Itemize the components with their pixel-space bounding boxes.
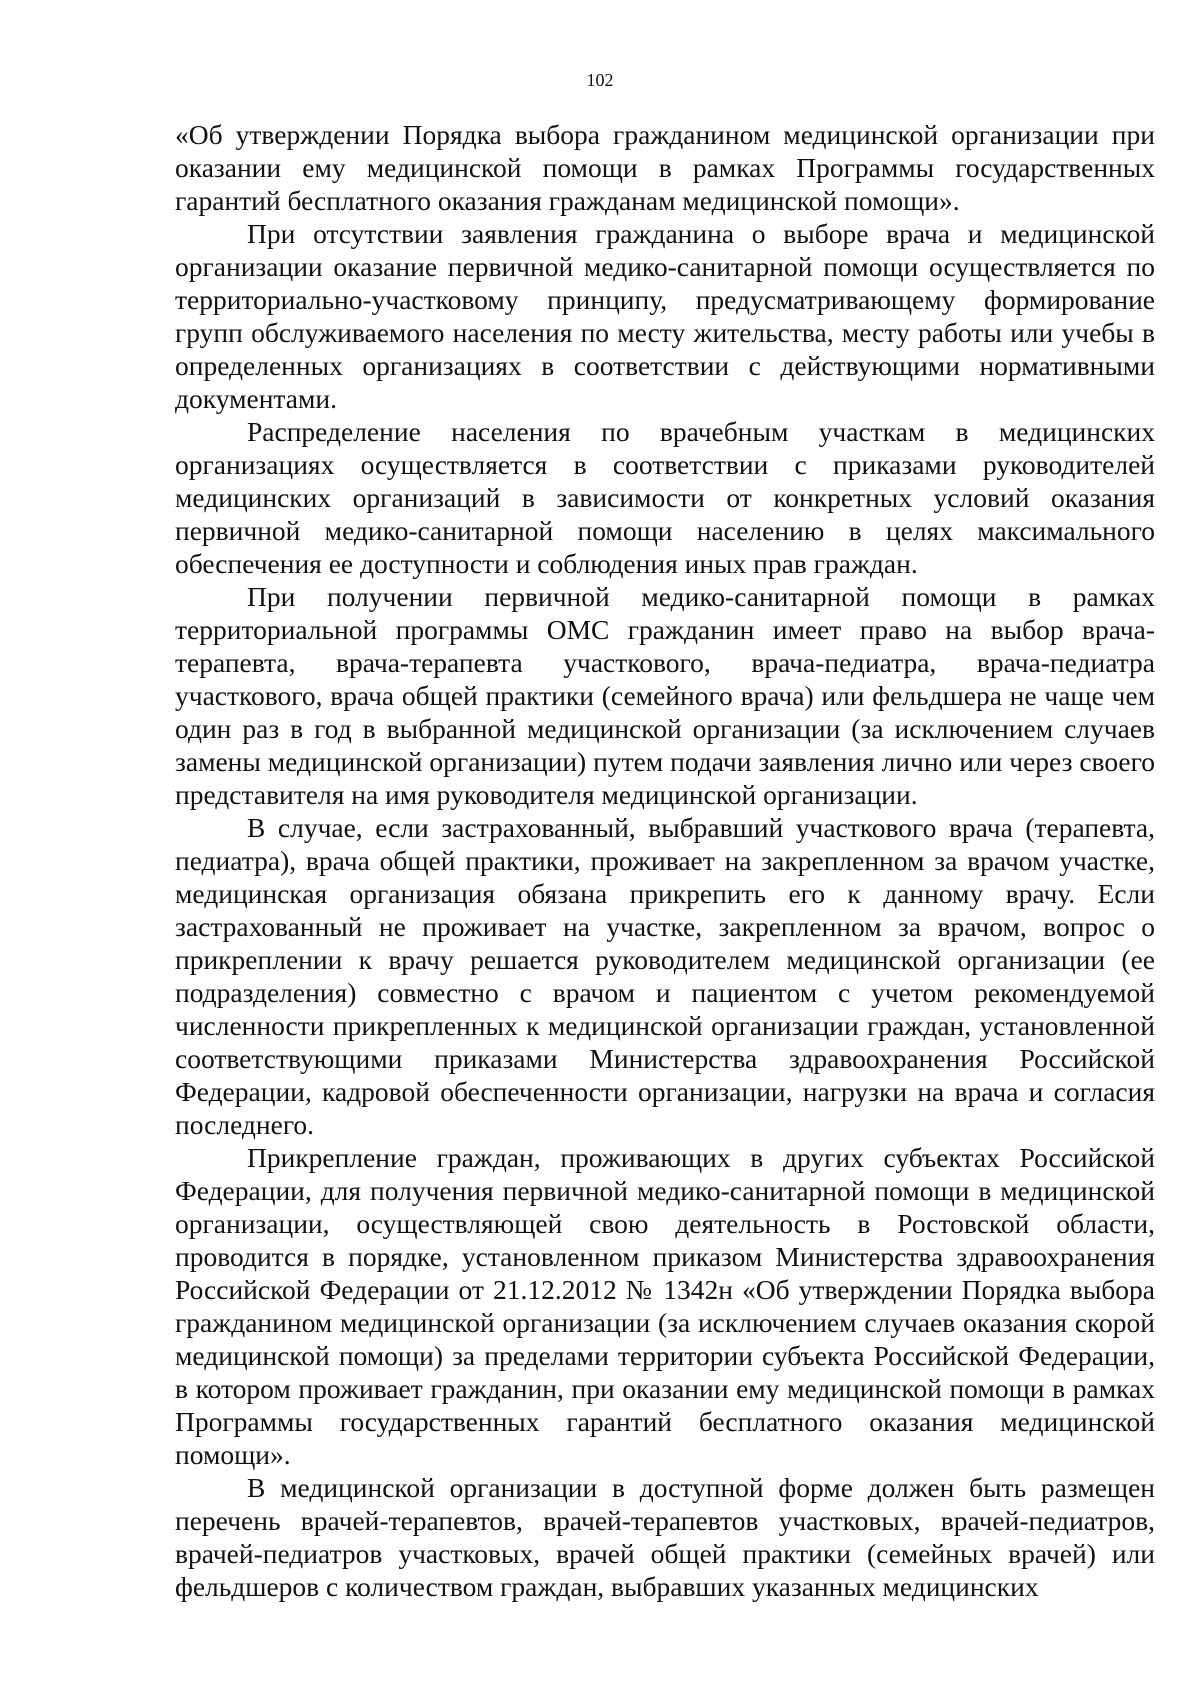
paragraph-attachment-to-doctor: В случае, если застрахованный, выбравший участкового врача (терапевта, педиатра), врача общей практики, проживает на закрепленном за врачом участке, медицинская организация обязана прикрепить его к данному врачу. Если застрахованный не проживает на участке, закрепленном за врачом, вопрос о прикреплении к врачу решается руководителем медицинской организации (ее подразделения) совместно с врачом и пациентом с учетом рекомендуемой численности прикрепленных к медицинской организации граждан, установленной соответствующими приказами Министерства здравоохранения Российской Федерации, кадровой обеспеченности организации, нагрузки на врача и согласия последнего.	[175, 812, 1155, 1140]
paragraph-absence-of-application: При отсутствии заявления гражданина о выборе врача и медицинской организации оказание первичной медико-санитарной помощи осуществляется по территориально-участковому принципу, предусматривающему формирование групп обслуживаемого населения по месту жительства, месту работы или учебы в определенных организациях в соответствии с действующими нормативными документами.	[175, 218, 1155, 414]
paragraph-choice-of-doctor: При получении первичной медико-санитарной помощи в рамках территориальной программы ОМС гражданин имеет право на выбор врача-терапевта, врача-терапевта участкового, врача-педиатра, врача-педиатра участкового, врача общей практики (семейного врача) или фельдшера не чаще чем один раз в год в выбранной медицинской организации (за исключением случаев замены медицинской организации) путем подачи заявления лично или через своего представителя на имя руководителя медицинской организации.	[175, 581, 1155, 810]
paragraph-continuation: «Об утверждении Порядка выбора гражданином медицинской организации при оказании ему медицинской помощи в рамках Программы государственных гарантий бесплатного оказания гражданам медицинской помощи».	[175, 119, 1155, 216]
paragraph-population-distribution: Распределение населения по врачебным участкам в медицинских организациях осуществляется в соответствии с приказами руководителей медицинских организаций в зависимости от конкретных условий оказания первичной медико-санитарной помощи населению в целях максимального обеспечения ее доступности и соблюдения иных прав граждан.	[175, 416, 1155, 579]
page-number: 102	[586, 70, 614, 90]
paragraph-other-regions: Прикрепление граждан, проживающих в других субъектах Российской Федерации, для получения первичной медико-санитарной помощи в медицинской организации, осуществляющей свою деятельность в Ростовской области, проводится в порядке, установленном приказом Министерства здравоохранения Российской Федерации от 21.12.2012 № 1342н «Об утверждении Порядка выбора гражданином медицинской организации (за исключением случаев оказания скорой медицинской помощи) за пределами территории субъекта Российской Федерации, в котором проживает гражданин, при оказании ему медицинской помощи в рамках Программы государственных гарантий бесплатного оказания медицинской помощи».	[175, 1142, 1155, 1470]
paragraph-doctor-list: В медицинской организации в доступной форме должен быть размещен перечень врачей-терапевтов, врачей-терапевтов участковых, врачей-педиатров, врачей-педиатров участковых, врачей общей практики (семейных врачей) или фельдшеров с количеством граждан, выбравших указанных медицинских	[175, 1472, 1155, 1602]
document-body	[175, 118, 1155, 1603]
